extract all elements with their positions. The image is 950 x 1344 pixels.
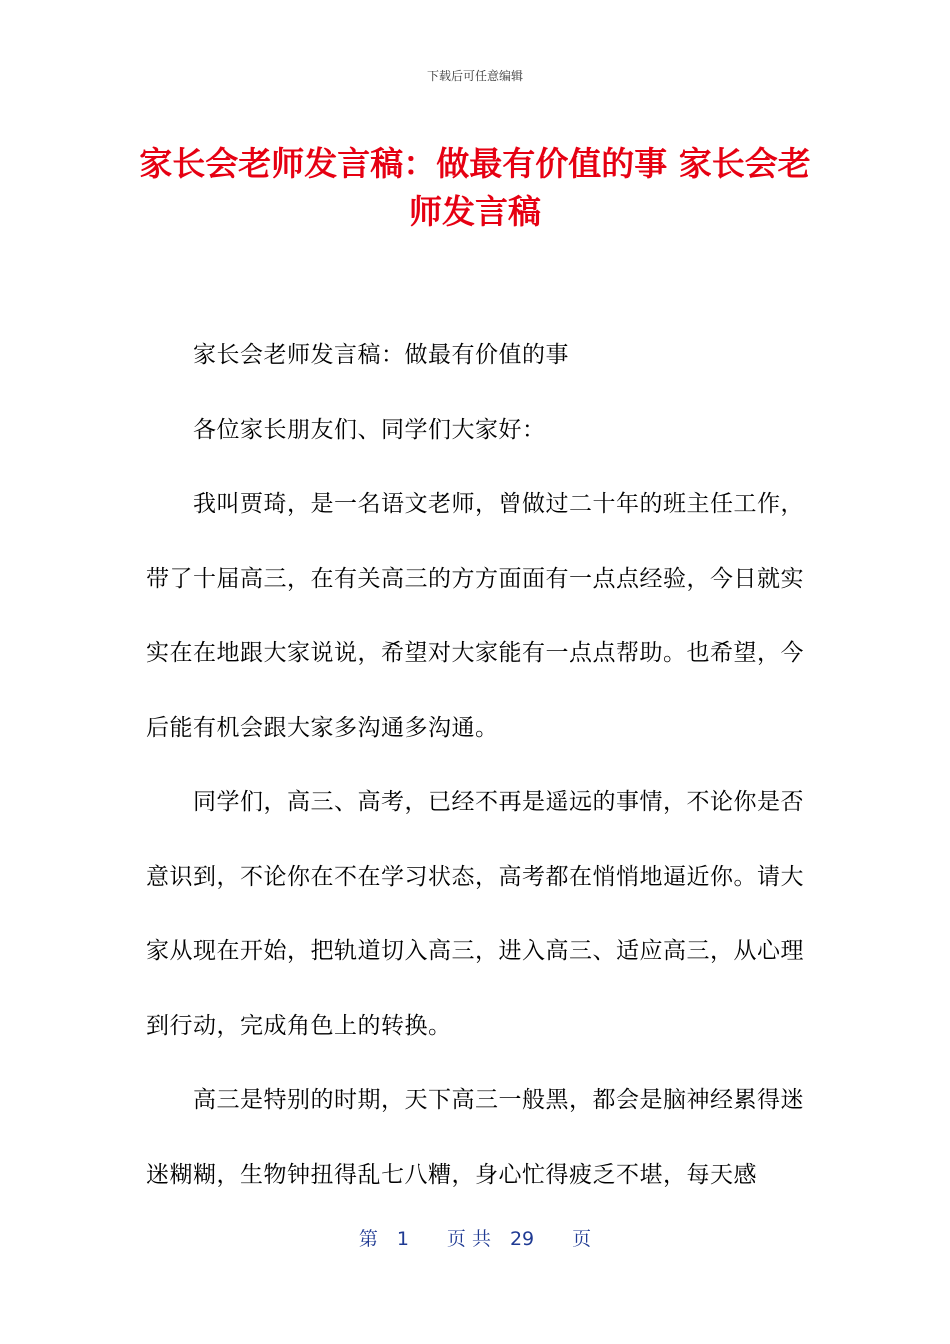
page-number-footer: 第 1 页 共 29 页 [358, 1228, 592, 1250]
document-title: 家长会老师发言稿：做最有价值的事 家长会老师发言稿 [139, 144, 811, 231]
header-note: 下载后可任意编辑 [426, 69, 523, 83]
paragraph-senior-year: 高三是特别的时期，天下高三一般黑，都会是脑神经累得迷迷糊糊，生物钟扭得乱七八糟，身心忙得疲乏不堪，每天感 [146, 1087, 804, 1188]
paragraph-gaokao: 同学们，高三、高考，已经不再是遥远的事情，不论你是否意识到，不论你在不在学习状态，高考都在悄悄地逼近你。请大家从现在开始，把轨道切入高三，进入高三、适应高三，从心理到行动，完成角色上的转换。 [146, 789, 804, 1039]
paragraph-heading: 家长会老师发言稿：做最有价值的事 [193, 342, 569, 368]
paragraph-introduction: 我叫贾琦，是一名语文老师，曾做过二十年的班主任工作，带了十届高三，在有关高三的方方面面有一点点经验，今日就实实在在地跟大家说说，希望对大家能有一点点帮助。也希望，今后能有机会跟大家多沟通多沟通。 [146, 491, 804, 741]
paragraph-greeting: 各位家长朋友们、同学们大家好： [193, 416, 546, 443]
document-body [146, 318, 806, 1212]
